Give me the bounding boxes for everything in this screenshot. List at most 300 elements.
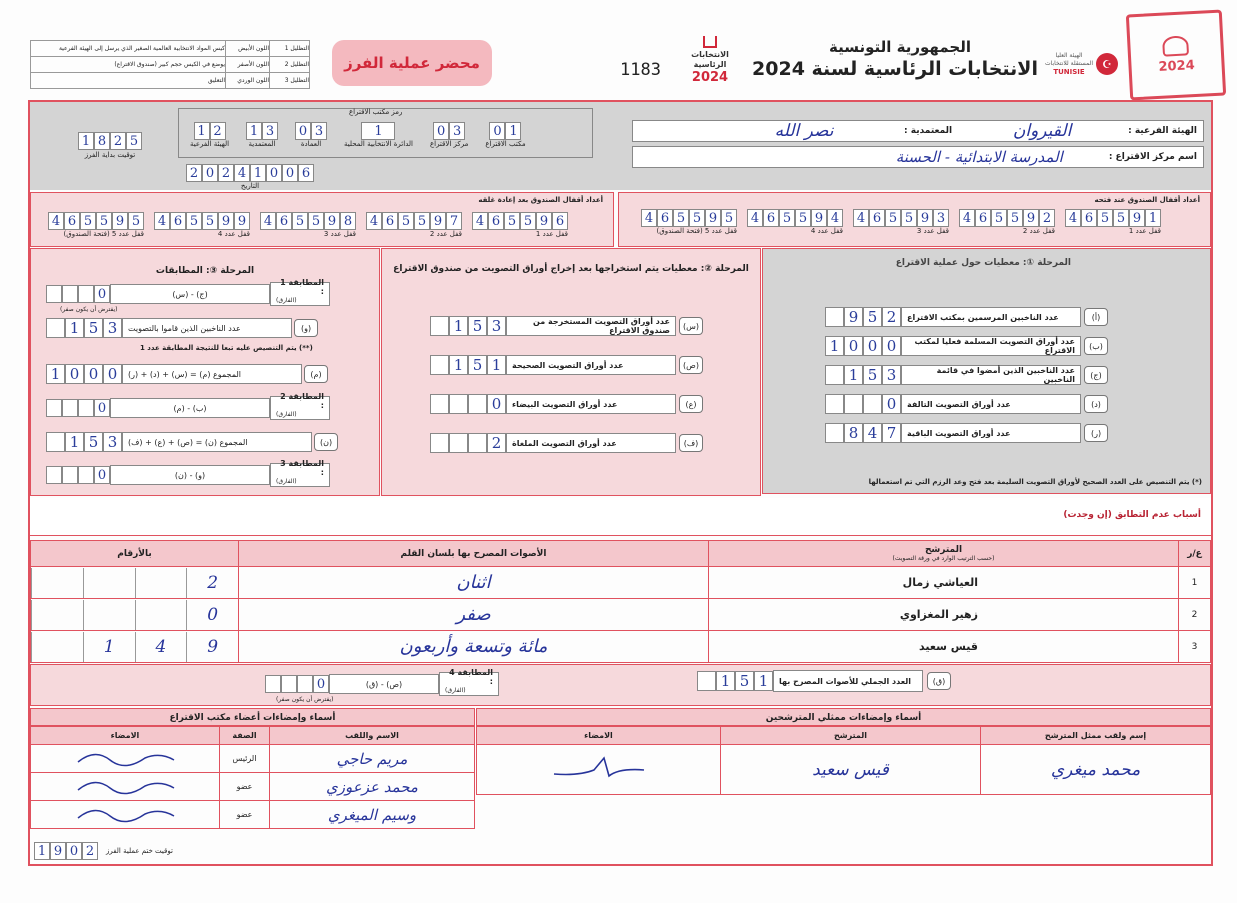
- total-n-row: [46, 432, 338, 452]
- total-m-digit: 0: [103, 364, 122, 384]
- seal-digit: 4: [853, 209, 869, 227]
- seal-label: قفل عدد 1: [535, 230, 568, 238]
- start-time-label: توقيت بداية الفرز: [84, 151, 136, 159]
- stage1-digit: [844, 394, 863, 414]
- district-label: الدائرة الانتخابية المحلية: [344, 140, 413, 148]
- form-title-badge: [332, 40, 492, 86]
- seal-digit: 6: [276, 212, 292, 230]
- stage2-code: (ع): [679, 395, 703, 413]
- voters-voted-cells: [46, 318, 122, 338]
- seal-digit: 4: [959, 209, 975, 227]
- tunisia-flag-icon: ☪: [1096, 53, 1118, 75]
- seals-before-row: [641, 209, 1161, 235]
- result-candidate: العياشي زمال: [709, 567, 1179, 599]
- date-digit: 0: [266, 164, 282, 182]
- match1-digit: [62, 285, 78, 303]
- discrepancy-label: أسباب عدم التطابق (إن وجدت): [1063, 510, 1201, 520]
- member-role: عضو: [220, 773, 270, 801]
- voters-voted-label: عدد الناخبين الذين قاموا بالتصويت: [122, 318, 292, 338]
- seal-digit: 5: [292, 212, 308, 230]
- seal-label: قفل عدد 4: [810, 227, 843, 235]
- code-digit: 3: [449, 122, 465, 140]
- seal-digit: 5: [721, 209, 737, 227]
- rep-candidate: قيس سعيد: [812, 759, 889, 780]
- stage1-code: (د): [1084, 395, 1108, 413]
- result-words: اثنان: [456, 572, 491, 593]
- col-words-header: الأصوات المصرح بها بلسان القلم: [239, 541, 709, 567]
- logo-year: 2024: [691, 70, 729, 85]
- total-m-row: [46, 364, 328, 384]
- stage1-row: [825, 423, 1125, 443]
- end-time-digit: 0: [66, 842, 82, 860]
- seal-digit: 6: [657, 209, 673, 227]
- regional-name-value: القيروان: [1012, 121, 1072, 141]
- reps-col-candidate: المترشح: [721, 727, 981, 745]
- match1-row: [46, 278, 330, 306]
- total-n-digit: [46, 432, 65, 452]
- stage1-cells: [825, 423, 901, 443]
- match1-formula: (ج) - (س): [110, 284, 270, 304]
- stage2-cells: [430, 355, 506, 375]
- date-cells: [186, 164, 314, 182]
- official-stamp: [1126, 10, 1226, 101]
- stage2-digit: [449, 433, 468, 453]
- office-label: مكتب الاقتراع: [485, 140, 526, 148]
- end-time-cells: [34, 842, 98, 860]
- stage2-code: (ص): [679, 356, 703, 374]
- stage1-digit: [825, 307, 844, 327]
- rep-name: محمد ميغري: [1050, 759, 1141, 780]
- seal-label: قفل عدد 5 (فتحة الصندوق): [63, 230, 144, 238]
- seal-label: قفل عدد 3: [323, 230, 356, 238]
- stage1-code: (ر): [1084, 424, 1108, 442]
- total-n-digit: 1: [65, 432, 84, 452]
- match4-cells: [265, 675, 329, 693]
- match1-label-text: المطابقة 1 :: [280, 278, 324, 296]
- delegation-name-value: نصر الله: [774, 121, 834, 141]
- stage1-row: [825, 365, 1125, 385]
- member-signature-icon: [70, 802, 180, 826]
- stage1-row: [825, 307, 1125, 327]
- stage2-label: عدد أوراق التصويت المستخرجة من صندوق الاقتراع: [506, 316, 676, 336]
- total-m-digit: 0: [65, 364, 84, 384]
- seal-digit: 5: [128, 212, 144, 230]
- seal-digit: 4: [827, 209, 843, 227]
- total-n-code: (ن): [314, 433, 338, 451]
- member-row: [31, 773, 475, 801]
- seal-digit: 5: [398, 212, 414, 230]
- result-words: مائة وتسعة وأربعون: [399, 636, 548, 657]
- total-m-digit: 1: [46, 364, 65, 384]
- match4-digit: [281, 675, 297, 693]
- stage1-digit: 0: [882, 336, 901, 356]
- col-candidate-header: المترشح: [924, 545, 963, 555]
- member-name: مريم حاجي: [336, 749, 408, 768]
- election-title: الانتخابات الرئاسية لسنة 2024: [752, 58, 1038, 80]
- result-num: 3: [1179, 631, 1211, 663]
- election-logo: [685, 36, 735, 92]
- stage2-digit: 1: [449, 355, 468, 375]
- match3-value: 0: [94, 466, 110, 484]
- stage1-note: (*) يتم التنصيص على العدد الصحيح لأوراق التصويت السليمة بعد فتح وعد الرزم التي تم استعمالها: [868, 478, 1202, 486]
- seal-digit: 6: [170, 212, 186, 230]
- match2-formula: (ب) - (م): [110, 398, 270, 418]
- seal-digit: 6: [64, 212, 80, 230]
- seal-digit: 5: [1007, 209, 1023, 227]
- match2-digit: [78, 399, 94, 417]
- match2-row: [46, 392, 330, 420]
- start-time-digit: 5: [126, 132, 142, 150]
- stage2-digit: [430, 355, 449, 375]
- voters-voted-digit: [46, 318, 65, 338]
- seal-digit: 9: [705, 209, 721, 227]
- stage1-digit: 1: [825, 336, 844, 356]
- seal-digit: 6: [975, 209, 991, 227]
- seal-digit: 5: [414, 212, 430, 230]
- seal-cells: [260, 212, 356, 230]
- stage1-label: عدد الناخبين الذين أمضوا في قائمة الناخبين: [901, 365, 1081, 385]
- result-digit: 2: [186, 568, 238, 598]
- match2-cells: [46, 399, 110, 417]
- total-m-formula: المجموع (م) = (س) + (د) + (ر): [122, 364, 302, 384]
- seal-digit: 9: [1023, 209, 1039, 227]
- match1-value: 0: [94, 285, 110, 303]
- seal-digit: 2: [1039, 209, 1055, 227]
- stage2-digit: [449, 394, 468, 414]
- legend-desc: يوضع في الكيس حجم كبير (صندوق الاقتراع): [31, 57, 226, 73]
- regional-label: الهيئة الفرعية: [190, 140, 230, 148]
- match3-label-text: المطابقة 3 :: [280, 459, 324, 477]
- seal-cells: [641, 209, 737, 227]
- code-digit: 1: [505, 122, 521, 140]
- member-signature-icon: [70, 746, 180, 770]
- seal-digit: 7: [446, 212, 462, 230]
- stage1-digit: 0: [863, 336, 882, 356]
- stage3-note2: (**) يتم التنصيص عليه تبعا للنتيجة المطابقة عدد 1: [140, 344, 313, 352]
- seal-digit: 6: [763, 209, 779, 227]
- seal-digit: 4: [366, 212, 382, 230]
- member-name: وسيم الميغري: [327, 805, 417, 824]
- result-candidate: زهير المغزاوي: [709, 599, 1179, 631]
- match4-label: [439, 668, 499, 696]
- rep-signature-icon: [549, 754, 649, 784]
- member-name: محمد عزعوزي: [326, 777, 418, 796]
- result-digit: [83, 568, 135, 598]
- seal-digit: 5: [520, 212, 536, 230]
- stage2-title: [381, 256, 761, 275]
- seal-digit: 5: [1097, 209, 1113, 227]
- seal-digit: 9: [218, 212, 234, 230]
- result-digit: 0: [186, 600, 238, 630]
- stage1-row: [825, 394, 1125, 414]
- stage2-row: [430, 433, 712, 453]
- seal-digit: 1: [1145, 209, 1161, 227]
- match3-digit: [78, 466, 94, 484]
- stage2-cells: [430, 433, 506, 453]
- stage2-row: [430, 355, 712, 375]
- result-digit: [31, 632, 83, 662]
- members-col-name: الاسم واللقب: [270, 727, 475, 745]
- result-row: [31, 631, 1211, 663]
- match4-digit: [265, 675, 281, 693]
- stage1-digit: 0: [844, 336, 863, 356]
- seal-digit: 9: [234, 212, 250, 230]
- stage1-digit: 1: [844, 365, 863, 385]
- center-label: مركز الاقتراع: [429, 140, 469, 148]
- seal-digit: 5: [504, 212, 520, 230]
- seal-cells: [853, 209, 949, 227]
- stage1-digit: 5: [863, 307, 882, 327]
- voters-voted-digit: 1: [65, 318, 84, 338]
- date-digit: 2: [218, 164, 234, 182]
- regional-name-label: الهيئة الفرعية :: [1128, 126, 1197, 136]
- match2-sub: (الفارق): [276, 411, 297, 418]
- stage1-digit: 9: [844, 307, 863, 327]
- match4-sub: (الفارق): [445, 687, 466, 694]
- seal-block: [641, 209, 737, 235]
- stage2-row: [430, 394, 712, 414]
- seal-block: [1065, 209, 1161, 235]
- result-words: صفر: [456, 604, 491, 625]
- member-signature-icon: [70, 774, 180, 798]
- start-time-block: [70, 132, 150, 159]
- reps-panel: [476, 708, 1211, 828]
- stage3-title-text: المرحلة ③: المطابقات: [155, 266, 255, 276]
- stage2-code: (ف): [679, 434, 703, 452]
- stage1-code: (ج): [1084, 366, 1108, 384]
- seal-digit: 5: [96, 212, 112, 230]
- legend-color: اللون الوردي: [226, 73, 270, 89]
- seal-digit: 6: [869, 209, 885, 227]
- stage2-label: عدد أوراق التصويت البيضاء: [506, 394, 676, 414]
- col-digits-header: بالأرقام: [31, 541, 239, 567]
- result-digits: [31, 568, 238, 598]
- regional-code: [190, 122, 229, 148]
- match3-label: [270, 459, 330, 487]
- discrepancy-row: [30, 498, 1211, 536]
- seal-digit: 4: [747, 209, 763, 227]
- reps-col-sig: الامضاء: [477, 727, 721, 745]
- seal-digit: 9: [917, 209, 933, 227]
- member-role: الرئيس: [220, 745, 270, 773]
- code-digit: 0: [489, 122, 505, 140]
- members-col-sig: الامضاء: [31, 727, 220, 745]
- date-digit: 6: [298, 164, 314, 182]
- stage1-code: (أ): [1084, 308, 1108, 326]
- center-name-row: [632, 146, 1204, 168]
- office-code-label: رمز مكتب الاقتراع: [349, 108, 403, 116]
- republic-title: الجمهورية التونسية: [829, 38, 971, 56]
- seal-digit: 4: [1065, 209, 1081, 227]
- reps-col-rep: إسم ولقب ممثل المترشح: [981, 727, 1211, 745]
- total-n-digit: 3: [103, 432, 122, 452]
- seal-block: [959, 209, 1055, 235]
- result-digit: [135, 600, 187, 630]
- seal-cells: [48, 212, 144, 230]
- stage1-digit: [825, 423, 844, 443]
- stage1-digit: 7: [882, 423, 901, 443]
- legend-desc: كيس المواد الانتخابية العالمية الصغير الذي يرسل إلى الهيئة الفرعية: [31, 41, 226, 57]
- result-digits: [31, 600, 238, 630]
- end-time-digit: 9: [50, 842, 66, 860]
- end-time-digit: 1: [34, 842, 50, 860]
- match4-note: (يفترض أن يكون صفر): [276, 696, 334, 703]
- stage1-digit: 5: [863, 365, 882, 385]
- seal-block: [366, 212, 462, 238]
- stage1-digit: 2: [882, 307, 901, 327]
- legend-table: [30, 40, 310, 90]
- seal-block: [853, 209, 949, 235]
- date-digit: 4: [234, 164, 250, 182]
- center-name-value: المدرسة الابتدائية - الحسنة: [895, 148, 1063, 166]
- seal-digit: 4: [641, 209, 657, 227]
- seal-digit: 9: [324, 212, 340, 230]
- seal-digit: 6: [382, 212, 398, 230]
- stage2-digit: 1: [487, 355, 506, 375]
- seal-label: قفل عدد 4: [217, 230, 250, 238]
- stage1-cells: [825, 307, 901, 327]
- imada-code: [295, 122, 327, 148]
- stage1-cells: [825, 365, 901, 385]
- total-n-formula: المجموع (ن) = (ص) + (ع) + (ف): [122, 432, 312, 452]
- member-row: [31, 745, 475, 773]
- seal-digit: 5: [1113, 209, 1129, 227]
- match3-row: [46, 459, 330, 487]
- total-m-digit: 0: [84, 364, 103, 384]
- stamp-year: 2024: [1158, 58, 1196, 75]
- result-row: [31, 567, 1211, 599]
- match2-value: 0: [94, 399, 110, 417]
- stage1-cells: [825, 336, 901, 356]
- seal-label: قفل عدد 3: [916, 227, 949, 235]
- seal-digit: 9: [112, 212, 128, 230]
- stage2-title-text: المرحلة ②: معطيات يتم استخراجها بعد إخراج أوراق التصويت من صندوق الاقتراع: [393, 264, 749, 274]
- date-digit: 2: [186, 164, 202, 182]
- seal-digit: 9: [811, 209, 827, 227]
- seal-digit: 4: [154, 212, 170, 230]
- seal-label: قفل عدد 2: [1022, 227, 1055, 235]
- voters-voted-digit: 5: [84, 318, 103, 338]
- imada-label: العمادة: [300, 140, 322, 148]
- total-votes-digit: 1: [716, 671, 735, 691]
- start-time-digit: 2: [110, 132, 126, 150]
- total-votes-cells: [697, 671, 773, 691]
- match4-formula: (ص) - (ق): [329, 674, 439, 694]
- seal-label: قفل عدد 1: [1128, 227, 1161, 235]
- match1-digit: [78, 285, 94, 303]
- seal-cells: [366, 212, 462, 230]
- form-title: محضر عملية الفرز: [344, 54, 480, 72]
- date-digit: 0: [282, 164, 298, 182]
- total-n-cells: [46, 432, 122, 452]
- stage2-digit: 5: [468, 355, 487, 375]
- match1-cells: [46, 285, 110, 303]
- total-votes-row: [697, 670, 951, 692]
- match2-label: [270, 392, 330, 420]
- seal-label: قفل عدد 5 (فتحة الصندوق): [656, 227, 737, 235]
- match3-formula: (و) - (ن): [110, 465, 270, 485]
- seal-digit: 8: [340, 212, 356, 230]
- stage2-digit: [430, 316, 449, 336]
- member-row: [31, 801, 475, 829]
- seal-digit: 5: [779, 209, 795, 227]
- legend-desc: التعليق: [31, 73, 226, 89]
- match4-digit: [297, 675, 313, 693]
- date-label: التاريخ: [240, 182, 260, 190]
- match4-row: [265, 668, 499, 696]
- total-votes-code: (ق): [927, 672, 951, 690]
- legend-color: اللون الأبيض: [226, 41, 270, 57]
- stage1-title-text: المرحلة ①: معطيات حول عملية الاقتراع: [895, 258, 1071, 268]
- logo-text: الانتخابات الرئاسية: [691, 50, 729, 69]
- start-time-digit: 8: [94, 132, 110, 150]
- seal-cells: [959, 209, 1055, 227]
- stage1-digit: [825, 394, 844, 414]
- center-name-label: اسم مركز الاقتراع :: [1108, 152, 1197, 162]
- match2-digit: [46, 399, 62, 417]
- stage1-digit: 3: [882, 365, 901, 385]
- seal-digit: 4: [48, 212, 64, 230]
- code-digit: 1: [246, 122, 262, 140]
- total-m-cells: [46, 364, 122, 384]
- seals-before-title: أعداد أقفال الصندوق عند فتحه: [1094, 196, 1200, 204]
- seal-block: [472, 212, 568, 238]
- match4-label-text: المطابقة 4 :: [449, 668, 493, 686]
- seal-digit: 3: [933, 209, 949, 227]
- result-num: 1: [1179, 567, 1211, 599]
- legend-code: التظليل 1: [270, 41, 310, 57]
- result-digit: [83, 600, 135, 630]
- delegation-label: المعتمدية: [248, 140, 276, 148]
- stage2-digit: 0: [487, 394, 506, 414]
- start-time-cells: [70, 132, 150, 150]
- stage1-row: [825, 336, 1125, 356]
- seal-digit: 9: [430, 212, 446, 230]
- seal-digit: 9: [536, 212, 552, 230]
- seal-digit: 5: [80, 212, 96, 230]
- stage2-digit: [430, 394, 449, 414]
- result-digit: 1: [83, 632, 135, 662]
- seal-digit: 6: [552, 212, 568, 230]
- stage1-label: عدد أوراق التصويت التالفة: [901, 394, 1081, 414]
- stage2-rows: [430, 316, 712, 472]
- date-block: [186, 164, 314, 190]
- start-time-digit: 1: [78, 132, 94, 150]
- stage1-digit: [825, 365, 844, 385]
- seal-digit: 5: [308, 212, 324, 230]
- total-votes-digit: 5: [735, 671, 754, 691]
- col-candidate-sub: (حسب الترتيب الوارد في ورقة التصويت): [892, 555, 995, 562]
- stamp-logo-icon: [1162, 35, 1189, 56]
- match2-digit: [62, 399, 78, 417]
- center-code: [430, 122, 468, 148]
- stage1-rows: [825, 307, 1125, 452]
- office-code: [485, 122, 525, 148]
- stage1-cells: [825, 394, 901, 414]
- office-code-row: [190, 122, 526, 148]
- stage2-digit: [468, 394, 487, 414]
- seals-after-row: [48, 212, 568, 238]
- seal-digit: 5: [673, 209, 689, 227]
- seal-cells: [747, 209, 843, 227]
- stage2-digit: 1: [449, 316, 468, 336]
- total-votes-panel: [30, 664, 1211, 706]
- total-votes-digit: [697, 671, 716, 691]
- legend-color: اللون الأصفر: [226, 57, 270, 73]
- seal-digit: 6: [1081, 209, 1097, 227]
- col-num-header: ع/ر: [1179, 541, 1211, 567]
- voters-voted-digit: 3: [103, 318, 122, 338]
